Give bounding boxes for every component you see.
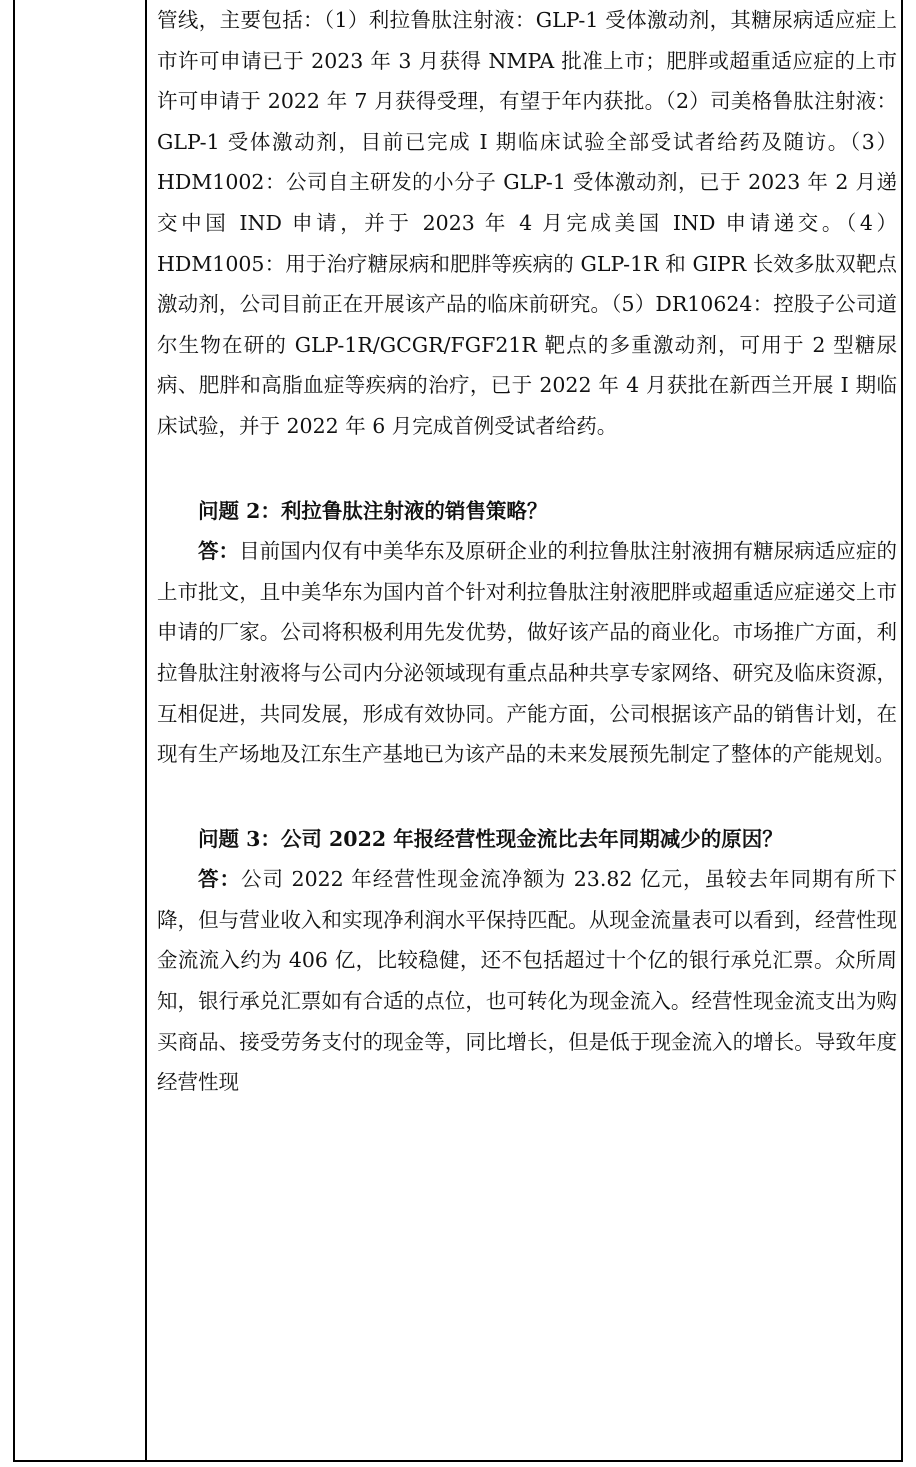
- spacer: [157, 775, 897, 819]
- question-3-answer: [157, 859, 897, 1103]
- answer-label: 答：: [198, 867, 242, 892]
- spacer: [157, 447, 897, 491]
- intro-paragraph: 管线，主要包括：（1）利拉鲁肽注射液：GLP-1 受体激动剂，其糖尿病适应症上市许可申请已于 2023 年 3 月获得 NMPA 批准上市；肥胖或超重适应症的上市许可申请于 2022 年 7 月获得受理，有望于年内获批。（2）司美格鲁肽注射液：GLP-1 受体激动剂，目前已完成 I 期临床试验全部受试者给药及随访。（3）HDM1002：公司自主研发的小分子 GLP-1 受体激动剂，已于 2023 年 2 月递交中国 IND 申请，并于 2023 年 4 月完成美国 IND 申请递交。（4）HDM1005：用于治疗糖尿病和肥胖等疾病的 GLP-1R 和 GIPR 长效多肽双靶点激动剂，公司目前正在开展该产品的临床前研究。（5）DR10624：控股子公司道尔生物在研的 GLP-1R/GCGR/FGF21R 靶点的多重激动剂，可用于 2 型糖尿病、肥胖和高脂血症等疾病的治疗，已于 2022 年 4 月获批在新西兰开展 I 期临床试验，并于 2022 年 6 月完成首例受试者给药。: [157, 8, 897, 438]
- document-table: [13, 0, 903, 1462]
- answer-label: 答：: [198, 539, 240, 564]
- content-cell: [147, 0, 903, 1103]
- answer-text: 目前国内仅有中美华东及原研企业的利拉鲁肽注射液拥有糖尿病适应症的上市批文，且中美华东为国内首个针对利拉鲁肽注射液肥胖或超重适应症递交上市申请的厂家。公司将积极利用先发优势，做好该产品的商业化。市场推广方面，利拉鲁肽注射液将与公司内分泌领域现有重点品种共享专家网络、研究及临床资源，互相促进，共同发展，形成有效协同。产能方面，公司根据该产品的销售计划，在现有生产场地及江东生产基地已为该产品的未来发展预先制定了整体的产能规划。: [157, 539, 898, 767]
- question-3-title: 问题 3：公司 2022 年报经营性现金流比去年同期减少的原因？: [198, 826, 783, 851]
- question-2-title: 问题 2：利拉鲁肽注射液的销售策略？: [198, 498, 548, 523]
- answer-text: 公司 2022 年经营性现金流净额为 23.82 亿元，虽较去年同期有所下降，但与营业收入和实现净利润水平保持匹配。从现金流量表可以看到，经营性现金流流入约为 406 亿，比较稳健，还不包括超过十个亿的银行承兑汇票。众所周知，银行承兑汇票如有合适的点位，也可转化为现金流入。经营性现金流支出为购买商品、接受劳务支付的现金等，同比增长，但是低于现金流入的增长。导致年度经营性现: [157, 867, 897, 1095]
- question-2-answer: [157, 531, 897, 775]
